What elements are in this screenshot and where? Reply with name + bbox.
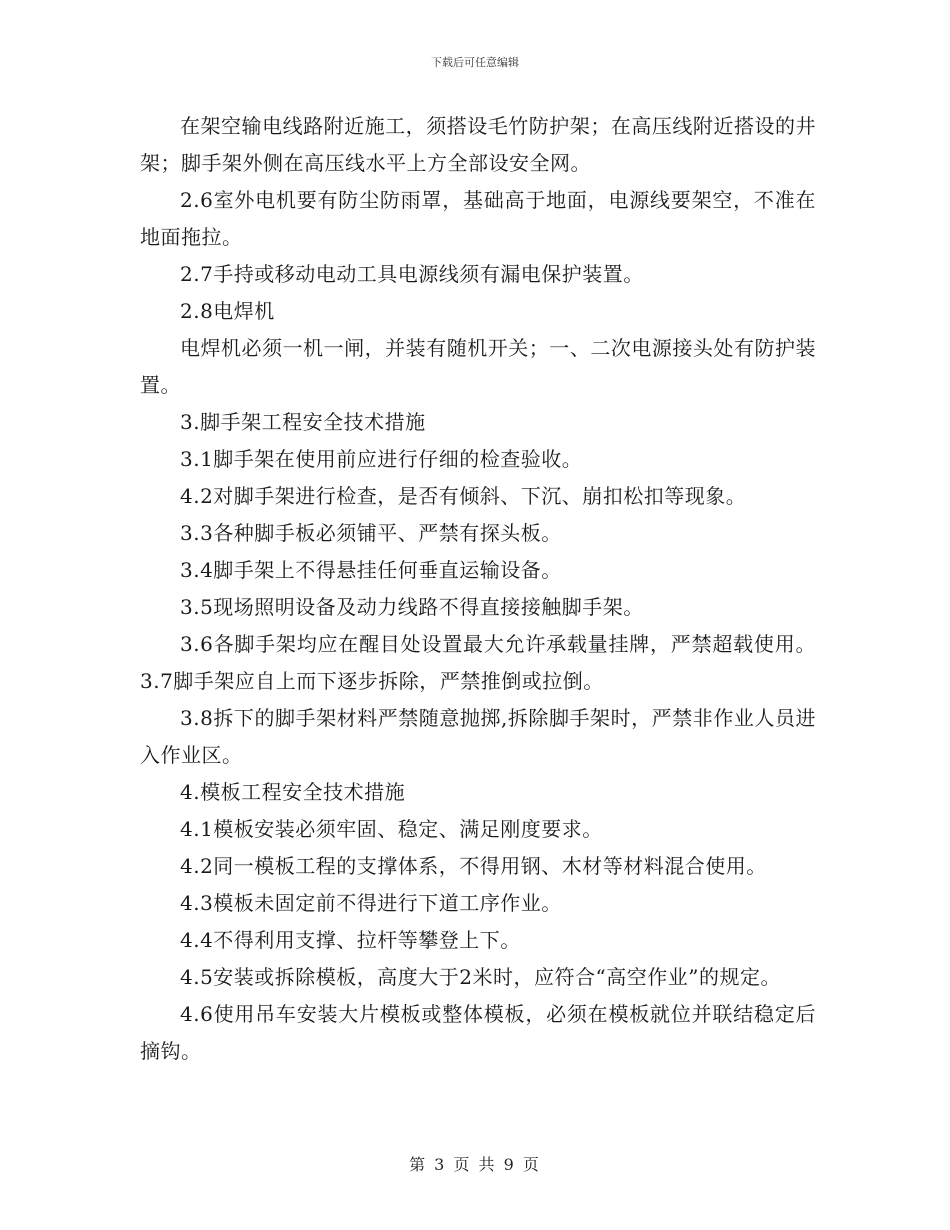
document-body <box>140 108 816 1070</box>
paragraph: 4.6使用吊车安装大片模板或整体模板，必须在模板就位并联结稳定后摘钩。 <box>140 1002 816 1063</box>
paragraph: 3.4脚手架上不得悬挂任何垂直运输设备。 <box>180 558 562 582</box>
paragraph: 2.6室外电机要有防尘防雨罩，基础高于地面，电源线要架空，不准在地面拖拉。 <box>140 188 816 249</box>
section-heading: 3.脚手架工程安全技术措施 <box>180 410 426 434</box>
paragraph: 4.3模板未固定前不得进行下道工序作业。 <box>180 891 562 915</box>
paragraph: 4.4不得利用支撑、拉杆等攀登上下。 <box>180 928 521 952</box>
paragraph: 3.8拆下的脚手架材料严禁随意抛掷,拆除脚手架时，严禁非作业人员进入作业区。 <box>140 706 816 767</box>
paragraph: 4.5安装或拆除模板，高度大于2米时，应符合“高空作业”的规定。 <box>180 965 781 989</box>
section-heading: 4.模板工程安全技术措施 <box>180 780 406 804</box>
paragraph: 电焊机必须一机一闸，并装有随机开关；一、二次电源接头处有防护装置。 <box>140 336 816 397</box>
paragraph: 3.6各脚手架均应在醒目处设置最大允许承载量挂牌，严禁超载使用。3.7脚手架应自上而下逐步拆除，严禁推倒或拉倒。 <box>140 632 816 693</box>
paragraph: 3.1脚手架在使用前应进行仔细的检查验收。 <box>180 447 583 471</box>
paragraph: 4.2对脚手架进行检查，是否有倾斜、下沉、崩扣松扣等现象。 <box>180 484 747 508</box>
paragraph: 4.2同一模板工程的支撑体系，不得用钢、木材等材料混合使用。 <box>180 854 767 878</box>
paragraph: 3.3各种脚手板必须铺平、严禁有探头板。 <box>180 521 562 545</box>
paragraph: 4.1模板安装必须牢固、稳定、满足刚度要求。 <box>180 817 603 841</box>
paragraph: 2.8电焊机 <box>180 299 275 323</box>
page-footer: 第 3 页 共 9 页 <box>409 1155 541 1174</box>
paragraph: 2.7手持或移动电动工具电源线须有漏电保护装置。 <box>180 262 644 286</box>
page-header: 下载后可任意编辑 <box>431 56 519 69</box>
paragraph: 在架空输电线路附近施工，须搭设毛竹防护架；在高压线附近搭设的井架；脚手架外侧在高压线水平上方全部设安全网。 <box>140 114 816 175</box>
paragraph: 3.5现场照明设备及动力线路不得直接接触脚手架。 <box>180 595 644 619</box>
